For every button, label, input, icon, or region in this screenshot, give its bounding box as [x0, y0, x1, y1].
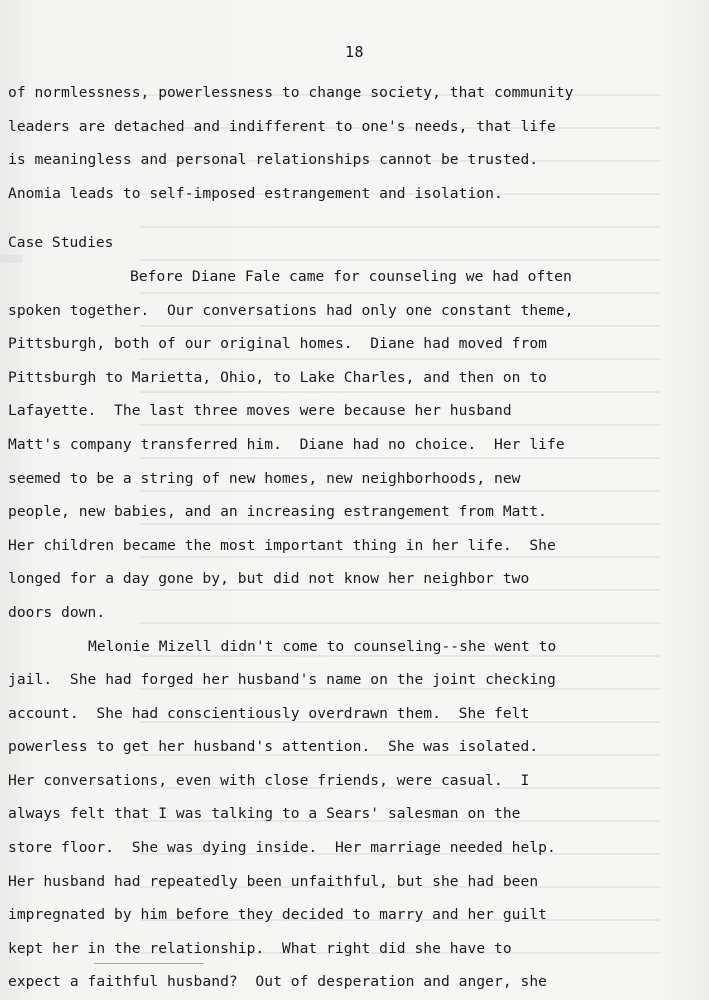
body-text — [8, 76, 698, 999]
text-line: Pittsburgh, both of our original homes. Diane had moved from — [8, 335, 548, 353]
text-line: expect a faithful husband? Out of desperation and anger, she — [8, 973, 548, 991]
text-line: Her children became the most important thing in her life. She — [8, 536, 556, 554]
text-line: always felt that I was talking to a Sears' salesman on the — [8, 805, 521, 823]
text-line: Before Diane Fale came for counseling we had often — [130, 267, 572, 285]
text-line: people, new babies, and an increasing estrangement from Matt. — [8, 503, 548, 521]
paragraph-anomia — [8, 76, 698, 210]
text-line: leaders are detached and indifferent to one's needs, that life — [8, 117, 556, 135]
text-line: powerless to get her husband's attention. She was isolated. — [8, 738, 539, 756]
paragraph-diane-fale — [8, 260, 698, 630]
page-number: 18 — [344, 43, 365, 61]
text-line: Her husband had repeatedly been unfaithful, but she had been — [8, 872, 539, 890]
text-line: seemed to be a string of new homes, new neighborhoods, new — [8, 469, 521, 487]
text-line: Pittsburgh to Marietta, Ohio, to Lake Charles, and then on to — [8, 368, 548, 386]
text-line: spoken together. Our conversations had only one constant theme, — [8, 301, 574, 319]
text-line: account. She had conscientiously overdrawn them. She felt — [8, 704, 530, 722]
text-line: doors down. — [8, 603, 106, 621]
text-line: of normlessness, powerlessness to change society, that community — [8, 84, 574, 101]
section-heading: Case Studies — [8, 234, 114, 252]
text-line: Melonie Mizell didn't come to counseling--she went to — [88, 637, 557, 655]
paragraph-melonie-mizell — [8, 630, 698, 1000]
paragraph-gap — [8, 210, 698, 226]
text-line: is meaningless and personal relationships cannot be trusted. — [8, 151, 539, 169]
text-line: longed for a day gone by, but did not know her neighbor two — [8, 570, 530, 588]
text-line: kept her in the relationship. What right did she have to — [8, 939, 512, 957]
text-line: impregnated by him before they decided to marry and her guilt — [8, 906, 548, 924]
text-line: Anomia leads to self-imposed estrangement and isolation. — [8, 184, 503, 202]
text-line: store floor. She was dying inside. Her marriage needed help. — [8, 839, 556, 857]
footnote-rule — [94, 963, 204, 964]
text-line: jail. She had forged her husband's name on the joint checking — [8, 671, 556, 689]
text-line: Her conversations, even with close friends, were casual. I — [8, 771, 530, 789]
text-line: Matt's company transferred him. Diane had no choice. Her life — [8, 435, 565, 453]
text-line: Lafayette. The last three moves were because her husband — [8, 402, 512, 420]
